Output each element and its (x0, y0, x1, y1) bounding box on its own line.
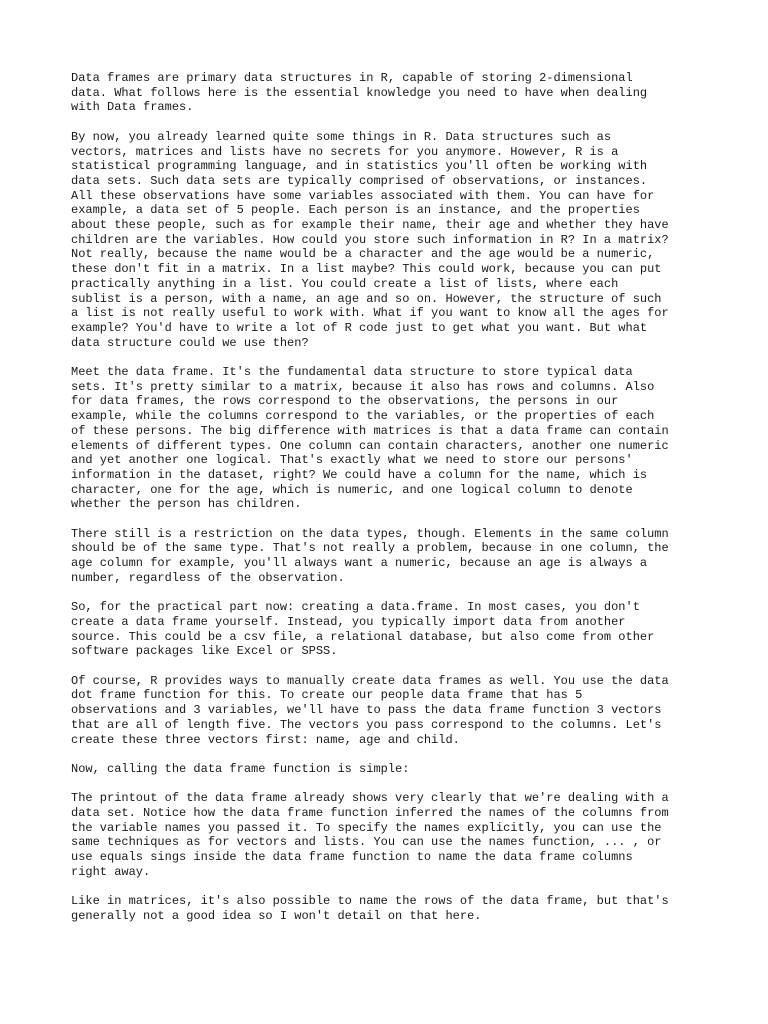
paragraph-intro: Data frames are primary data structures in R, capable of storing 2-dimensional data. What follows here is the essential knowledge you need to have when dealing with Data frames. (71, 71, 648, 115)
paragraph-background: By now, you already learned quite some things in R. Data structures such as vectors, matrices and lists have no secrets for you anymore. However, R is a statistical programming language, and in statistics you'll often be working with data sets. Such data sets are typically comprised of observations, or instances. All these observations have some variables associated with them. You can have for example, a data set of 5 people. Each person is an instance, and the properties about these people, such as for example their name, their age and whether they have children are the variables. How could you store such information in R? In a matrix? Not really, because the name would be a character and the age would be a numeric, these don't fit in a matrix. In a list maybe? This could work, because you can put practically anything in a list. You could create a list of lists, where each sublist is a person, with a name, an age and so on. However, the structure of such a list is not really useful to work with. What if you want to know all the ages for example? You'd have to write a lot of R code just to get what you want. But what data structure could we use then? (71, 129, 669, 350)
document-page (71, 71, 711, 938)
paragraph-manual-creation: Of course, R provides ways to manually create data frames as well. You use the data dot frame function for this. To create our people data frame that has 5 observations and 3 variables, we'll have to pass the data frame function 3 vectors that are all of length five. The vectors you pass correspond to the columns. Let's create these three vectors first: name, age and child. (71, 673, 669, 747)
paragraph-practical-part: So, for the practical part now: creating a data.frame. In most cases, you don't create a data frame yourself. Instead, you typically import data from another source. This could be a csv file, a relational database, but also come from other software packages like Excel or SPSS. (71, 600, 655, 659)
paragraph-row-names: Like in matrices, it's also possible to name the rows of the data frame, but that's generally not a good idea so I won't detail on that here. (71, 894, 669, 923)
paragraph-calling-function: Now, calling the data frame function is simple: (71, 761, 410, 776)
paragraph-printout: The printout of the data frame already shows very clearly that we're dealing with a data set. Notice how the data frame function inferred the names of the columns from the variable names you passed it. To specify the names explicitly, you can use the same techniques as for vectors and lists. You can use the names function, ... , or use equals sings inside the data frame function to name the data frame columns right away. (71, 791, 669, 879)
paragraph-meet-data-frame: Meet the data frame. It's the fundamental data structure to store typical data sets. It's pretty similar to a matrix, because it also has rows and columns. Also for data frames, the rows correspond to the observations, the persons in our example, while the columns correspond to the variables, or the properties of each of these persons. The big difference with matrices is that a data frame can contain elements of different types. One column can contain characters, another one numeric and yet another one logical. That's exactly what we need to store our persons' information in the dataset, right? We could have a column for the name, which is character, one for the age, which is numeric, and one logical column to denote whether the person has children. (71, 365, 669, 512)
paragraph-type-restriction: There still is a restriction on the data types, though. Elements in the same column should be of the same type. That's not really a problem, because in one column, the age column for example, you'll always want a numeric, because an age is always a number, regardless of the observation. (71, 526, 669, 585)
